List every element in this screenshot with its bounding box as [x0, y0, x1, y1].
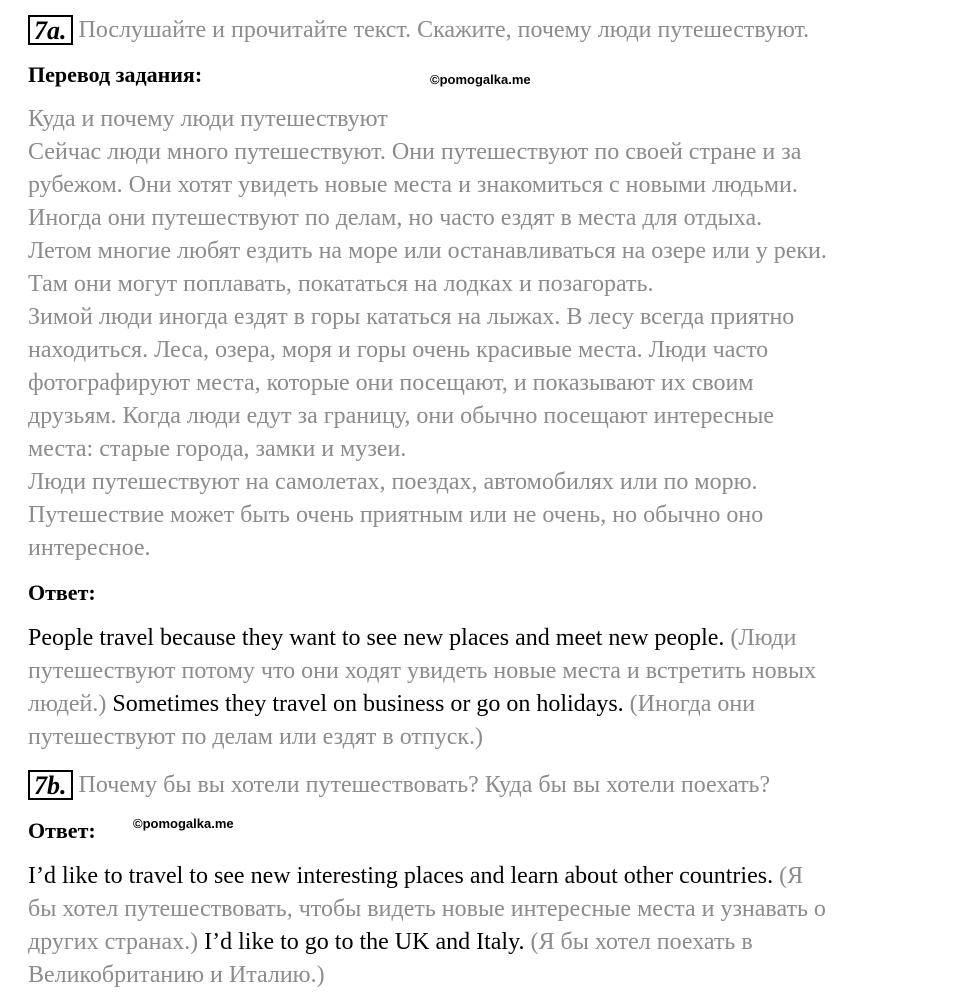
answer-line: [28, 860, 928, 893]
text-line: Летом многие любят ездить на море или останавливаться на озере или у реки.: [28, 238, 827, 264]
exercise-7b-instruction: Почему бы вы хотели путешествовать? Куда бы вы хотели поехать?: [78, 771, 771, 798]
answer-7a-text: [28, 622, 928, 754]
answer-7b-text: [28, 860, 928, 992]
text-line: Сейчас люди много путешествуют. Они путешествуют по своей стране и за: [28, 139, 802, 165]
text-line: фотографируют места, которые они посещают, и показывают их своим: [28, 370, 754, 396]
translation-text: [28, 103, 928, 565]
answer-line: путешествуют потому что они ходят увидеть новые места и встретить новых: [28, 658, 817, 684]
answer-7a-heading: Ответ:: [28, 580, 96, 605]
answer-line: [28, 926, 928, 959]
answer-english: I’d like to travel to see new interesting places and learn about other countries.: [28, 863, 774, 889]
translation-heading: Перевод задания:: [28, 62, 203, 87]
text-line: находиться. Леса, озера, моря и горы очень красивые места. Люди часто: [28, 337, 769, 363]
answer-russian: других странах.): [28, 929, 199, 955]
answer-line: путешествуют по делам или ездят в отпуск.): [28, 724, 484, 750]
text-line: Люди путешествуют на самолетах, поездах, автомобилях или по морю.: [28, 469, 758, 495]
watermark-top: ©pomogalka.me: [430, 72, 531, 87]
answer-russian: (Иногда они: [623, 691, 756, 717]
answer-7b-heading: Ответ:: [28, 818, 96, 843]
text-line: друзьям. Когда люди едут за границу, они обычно посещают интересные: [28, 403, 774, 429]
answer-russian: (Люди: [724, 625, 797, 651]
text-line: Иногда они путешествуют по делам, но часто ездят в места для отдыха.: [28, 205, 763, 231]
text-line: места: старые города, замки и музеи.: [28, 436, 407, 462]
exercise-7b-header: [28, 770, 770, 800]
answer-line: [28, 688, 928, 721]
answer-line: [28, 622, 928, 655]
exercise-7a-label: 7a.: [28, 15, 73, 45]
watermark-bottom: ©pomogalka.me: [133, 816, 234, 831]
answer-english: I’d like to go to the UK and Italy.: [198, 929, 525, 955]
answer-line: Великобританию и Италию.): [28, 962, 325, 988]
text-line: Там они могут поплавать, покататься на лодках и позагорать.: [28, 271, 654, 297]
exercise-7a-header: [28, 15, 809, 45]
text-line: рубежом. Они хотят увидеть новые места и знакомиться с новыми людьми.: [28, 172, 798, 198]
exercise-7a-instruction: Послушайте и прочитайте текст. Скажите, почему люди путешествуют.: [78, 16, 810, 43]
exercise-7b-label: 7b.: [28, 770, 73, 800]
text-line: Куда и почему люди путешествуют: [28, 106, 388, 132]
text-line: интересное.: [28, 535, 151, 561]
answer-english: People travel because they want to see new places and meet new people.: [28, 625, 725, 651]
answer-russian: (Я: [773, 863, 804, 889]
answer-english: Sometimes they travel on business or go on holidays.: [106, 691, 624, 717]
answer-russian: (Я бы хотел поехать в: [524, 929, 753, 955]
text-line: Зимой люди иногда ездят в горы кататься на лыжах. В лесу всегда приятно: [28, 304, 795, 330]
answer-line: бы хотел путешествовать, чтобы видеть новые интересные места и узнавать о: [28, 896, 826, 922]
text-line: Путешествие может быть очень приятным или не очень, но обычно оно: [28, 502, 764, 528]
answer-russian: людей.): [28, 691, 107, 717]
